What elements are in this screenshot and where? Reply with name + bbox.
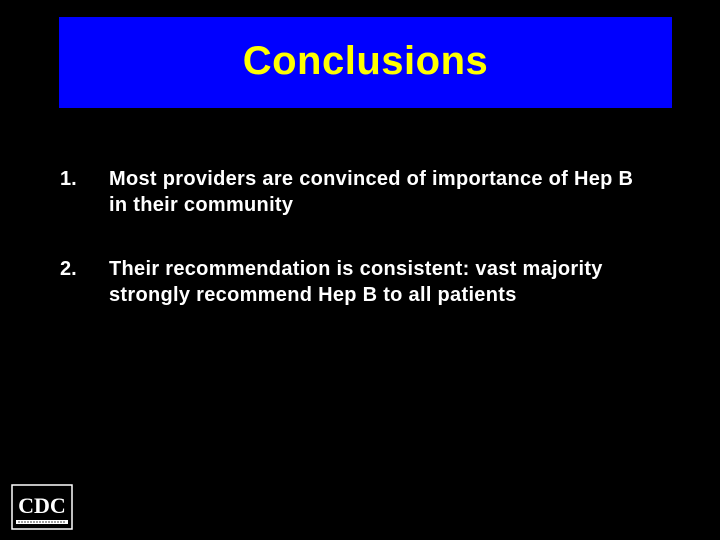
title-banner [59,17,672,108]
list-item-text: Their recommendation is consistent: vast majority strongly recommend Hep B to all patients [109,258,603,306]
list-item-text: Most providers are convinced of importance of Hep B in their community [109,168,634,216]
list-item [60,256,660,308]
list-item-number: 2. [60,258,77,280]
cdc-logo-icon [11,484,73,530]
list-item-number: 1. [60,168,77,190]
list-item [60,166,660,218]
slide-title: Conclusions [242,39,489,83]
conclusions-list [60,166,660,346]
logo-text: CDC [18,493,66,518]
